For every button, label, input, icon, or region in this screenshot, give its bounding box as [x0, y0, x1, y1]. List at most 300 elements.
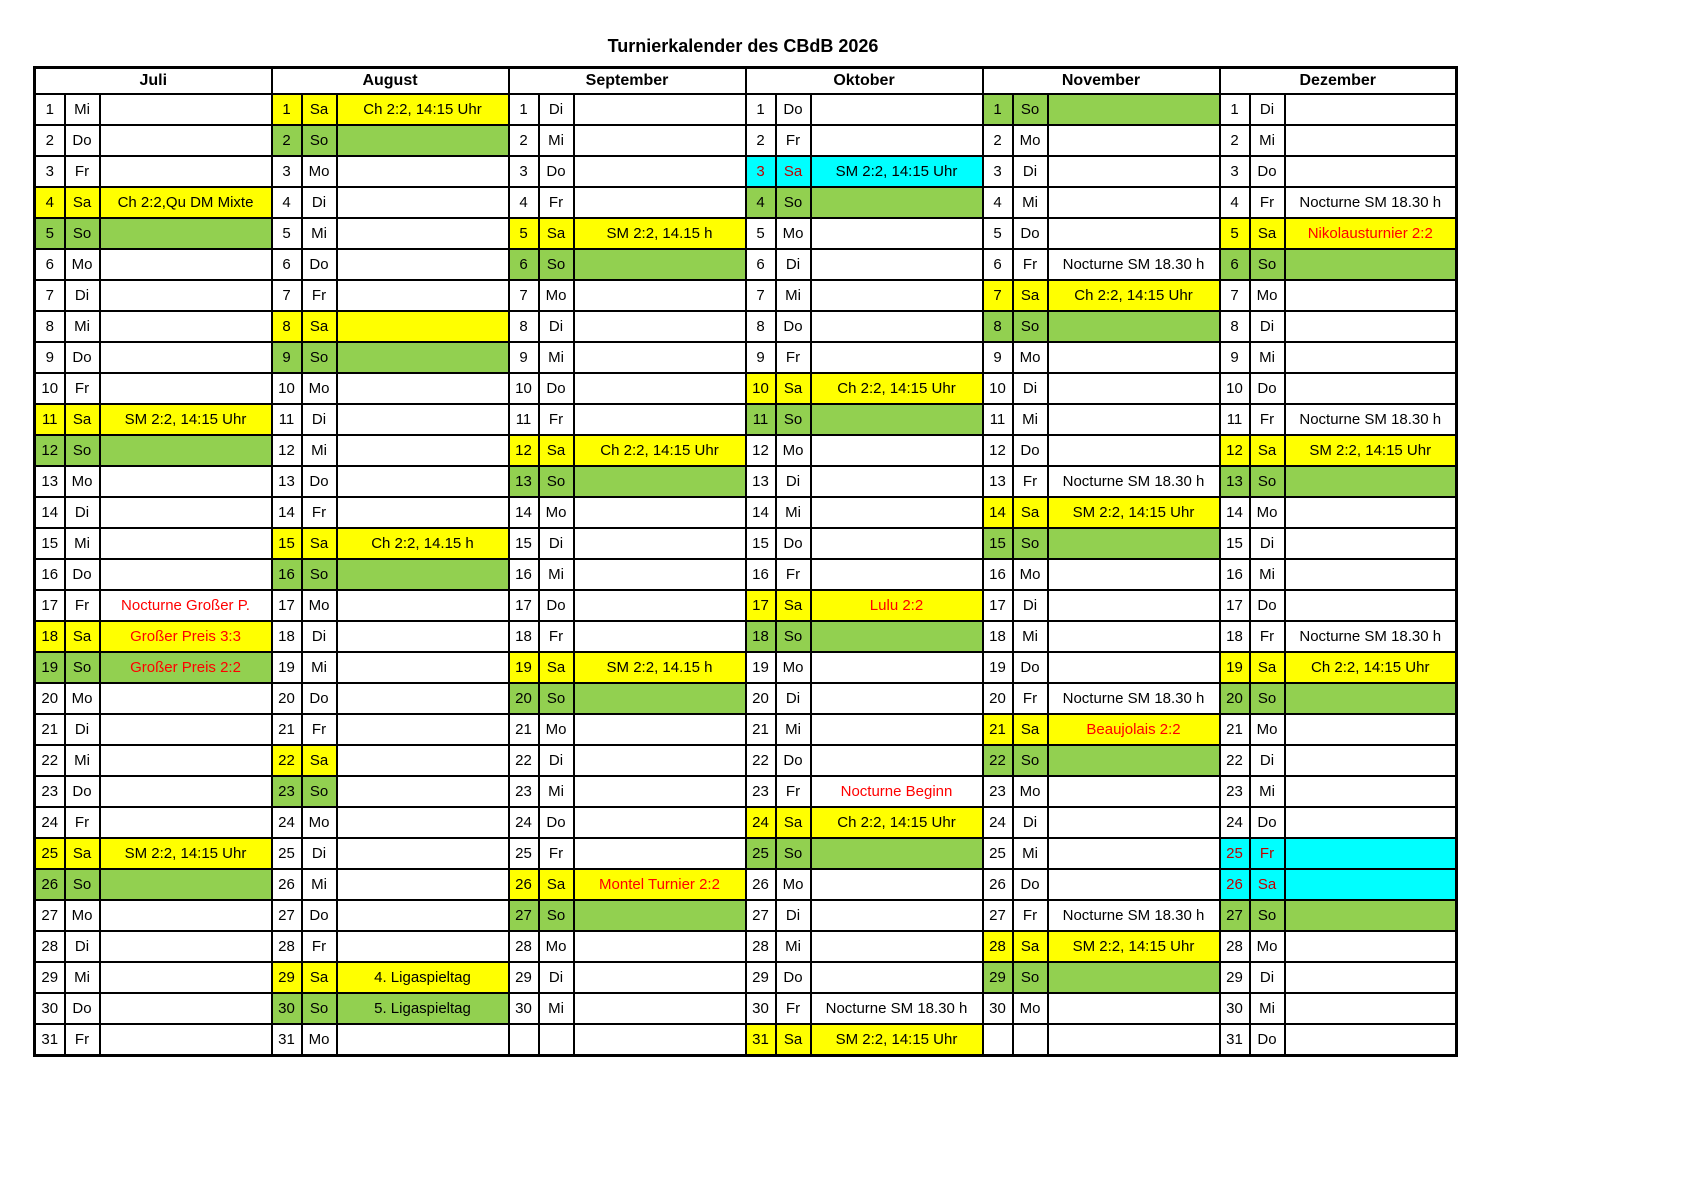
- event-cell: Nocturne SM 18.30 h: [1285, 621, 1457, 652]
- weekday-cell: Fr: [1250, 404, 1285, 435]
- weekday-cell: Mi: [302, 435, 337, 466]
- day-number-cell: 17: [272, 590, 302, 621]
- month-header-november: November: [983, 68, 1220, 95]
- event-cell: [811, 652, 983, 683]
- weekday-cell: Do: [1250, 1024, 1285, 1056]
- weekday-cell: Mo: [302, 373, 337, 404]
- weekday-cell: Mi: [302, 869, 337, 900]
- weekday-cell: Do: [302, 249, 337, 280]
- weekday-cell: Sa: [539, 869, 574, 900]
- day-number-cell: 11: [272, 404, 302, 435]
- day-number-cell: 9: [35, 342, 65, 373]
- event-cell: [100, 497, 272, 528]
- calendar-row-31: [35, 1024, 1457, 1056]
- event-cell: [100, 218, 272, 249]
- event-cell: Nocturne Beginn: [811, 776, 983, 807]
- day-number-cell: 30: [1220, 993, 1250, 1024]
- event-cell: [337, 404, 509, 435]
- day-number-cell: 9: [272, 342, 302, 373]
- weekday-cell: Di: [776, 900, 811, 931]
- day-number-cell: 8: [983, 311, 1013, 342]
- weekday-cell: Di: [65, 280, 100, 311]
- event-cell: Großer Preis 3:3: [100, 621, 272, 652]
- day-number-cell: 15: [509, 528, 539, 559]
- day-number-cell: 21: [1220, 714, 1250, 745]
- event-cell: [337, 714, 509, 745]
- weekday-cell: Do: [539, 590, 574, 621]
- event-cell: [100, 373, 272, 404]
- event-cell: [1285, 373, 1457, 404]
- day-number-cell: 17: [509, 590, 539, 621]
- calendar-row-5: [35, 218, 1457, 249]
- weekday-cell: So: [65, 652, 100, 683]
- weekday-cell: Mi: [302, 652, 337, 683]
- weekday-cell: Fr: [302, 931, 337, 962]
- day-number-cell: 28: [983, 931, 1013, 962]
- weekday-cell: Fr: [65, 373, 100, 404]
- event-cell: [1285, 342, 1457, 373]
- weekday-cell: Do: [65, 559, 100, 590]
- event-cell: [1285, 683, 1457, 714]
- weekday-cell: Mo: [1250, 931, 1285, 962]
- day-number-cell: 7: [35, 280, 65, 311]
- day-number-cell: 5: [746, 218, 776, 249]
- day-number-cell: 19: [983, 652, 1013, 683]
- calendar-row-29: [35, 962, 1457, 993]
- day-number-cell: 15: [746, 528, 776, 559]
- day-number-cell: 7: [509, 280, 539, 311]
- weekday-cell: Mi: [65, 962, 100, 993]
- day-number-cell: 27: [983, 900, 1013, 931]
- event-cell: [1048, 559, 1220, 590]
- day-number-cell: 29: [746, 962, 776, 993]
- day-number-cell: 2: [509, 125, 539, 156]
- weekday-cell: Do: [776, 528, 811, 559]
- day-number-cell: 8: [35, 311, 65, 342]
- day-number-cell: 20: [983, 683, 1013, 714]
- weekday-cell: So: [1250, 900, 1285, 931]
- event-cell: [1048, 621, 1220, 652]
- event-cell: [337, 280, 509, 311]
- event-cell: [1285, 838, 1457, 869]
- event-cell: [100, 94, 272, 125]
- weekday-cell: Di: [776, 683, 811, 714]
- event-cell: [337, 807, 509, 838]
- day-number-cell: 26: [509, 869, 539, 900]
- weekday-cell: Fr: [1250, 187, 1285, 218]
- weekday-cell: Do: [539, 156, 574, 187]
- weekday-cell: Sa: [1013, 931, 1048, 962]
- weekday-cell: Do: [1250, 156, 1285, 187]
- weekday-cell: Sa: [1250, 218, 1285, 249]
- day-number-cell: 12: [35, 435, 65, 466]
- day-number-cell: 24: [35, 807, 65, 838]
- weekday-cell: Mo: [65, 900, 100, 931]
- day-number-cell: 27: [746, 900, 776, 931]
- month-header-september: September: [509, 68, 746, 95]
- day-number-cell: 21: [509, 714, 539, 745]
- weekday-cell: Sa: [1013, 280, 1048, 311]
- day-number-cell: 18: [35, 621, 65, 652]
- weekday-cell: So: [302, 993, 337, 1024]
- weekday-cell: Mi: [1250, 776, 1285, 807]
- event-cell: [1048, 528, 1220, 559]
- weekday-cell: Do: [65, 342, 100, 373]
- day-number-cell: 1: [35, 94, 65, 125]
- weekday-cell: Di: [539, 962, 574, 993]
- event-cell: SM 2:2, 14:15 Uhr: [100, 404, 272, 435]
- weekday-cell: Do: [65, 993, 100, 1024]
- event-cell: [1048, 652, 1220, 683]
- weekday-cell: Fr: [776, 125, 811, 156]
- day-number-cell: 2: [35, 125, 65, 156]
- day-number-cell: 5: [272, 218, 302, 249]
- day-number-cell: 26: [1220, 869, 1250, 900]
- weekday-cell: So: [539, 900, 574, 931]
- event-cell: [100, 683, 272, 714]
- weekday-cell: Sa: [1250, 652, 1285, 683]
- weekday-cell: So: [1013, 311, 1048, 342]
- weekday-cell: So: [1250, 466, 1285, 497]
- weekday-cell: Di: [302, 621, 337, 652]
- weekday-cell: Sa: [539, 652, 574, 683]
- weekday-cell: Mo: [65, 249, 100, 280]
- weekday-cell: Mi: [1013, 187, 1048, 218]
- event-cell: [337, 590, 509, 621]
- weekday-cell: Mo: [302, 807, 337, 838]
- event-cell: Montel Turnier 2:2: [574, 869, 746, 900]
- calendar-row-26: [35, 869, 1457, 900]
- weekday-cell: So: [1013, 528, 1048, 559]
- weekday-cell: Mo: [539, 280, 574, 311]
- event-cell: [337, 900, 509, 931]
- event-cell: [574, 187, 746, 218]
- calendar-row-1: [35, 94, 1457, 125]
- day-number-cell: 2: [272, 125, 302, 156]
- event-cell: [1285, 559, 1457, 590]
- day-number-cell: 14: [983, 497, 1013, 528]
- event-cell: [100, 466, 272, 497]
- day-number-cell: 22: [509, 745, 539, 776]
- weekday-cell: Fr: [776, 342, 811, 373]
- day-number-cell: 19: [509, 652, 539, 683]
- weekday-cell: Mo: [65, 683, 100, 714]
- day-number-cell: 11: [983, 404, 1013, 435]
- event-cell: [337, 869, 509, 900]
- event-cell: [100, 869, 272, 900]
- event-cell: [1285, 745, 1457, 776]
- day-number-cell: 2: [746, 125, 776, 156]
- calendar-row-17: [35, 590, 1457, 621]
- day-number-cell: 29: [272, 962, 302, 993]
- weekday-cell: Do: [1013, 218, 1048, 249]
- event-cell: [337, 745, 509, 776]
- weekday-cell: Do: [776, 745, 811, 776]
- event-cell: Nikolausturnier 2:2: [1285, 218, 1457, 249]
- event-cell: [574, 497, 746, 528]
- event-cell: [574, 373, 746, 404]
- day-number-cell: [983, 1024, 1013, 1056]
- weekday-cell: Fr: [302, 714, 337, 745]
- event-cell: [574, 156, 746, 187]
- event-cell: [574, 590, 746, 621]
- weekday-cell: Fr: [539, 404, 574, 435]
- day-number-cell: 17: [746, 590, 776, 621]
- weekday-cell: Fr: [1013, 900, 1048, 931]
- event-cell: [1285, 528, 1457, 559]
- weekday-cell: Sa: [776, 373, 811, 404]
- day-number-cell: 16: [35, 559, 65, 590]
- weekday-cell: Mo: [65, 466, 100, 497]
- event-cell: [1285, 993, 1457, 1024]
- weekday-cell: Mi: [1250, 125, 1285, 156]
- event-cell: [337, 466, 509, 497]
- day-number-cell: 28: [35, 931, 65, 962]
- day-number-cell: 18: [272, 621, 302, 652]
- event-cell: [100, 280, 272, 311]
- month-header-oktober: Oktober: [746, 68, 983, 95]
- weekday-cell: Mo: [776, 435, 811, 466]
- day-number-cell: 8: [746, 311, 776, 342]
- event-cell: [811, 683, 983, 714]
- day-number-cell: 4: [509, 187, 539, 218]
- event-cell: [1048, 962, 1220, 993]
- event-cell: [337, 683, 509, 714]
- weekday-cell: Sa: [65, 187, 100, 218]
- weekday-cell: Sa: [65, 404, 100, 435]
- weekday-cell: Di: [65, 714, 100, 745]
- event-cell: [574, 807, 746, 838]
- month-header-august: August: [272, 68, 509, 95]
- weekday-cell: Do: [539, 807, 574, 838]
- weekday-cell: Sa: [1013, 714, 1048, 745]
- calendar-row-28: [35, 931, 1457, 962]
- event-cell: [337, 931, 509, 962]
- day-number-cell: 16: [1220, 559, 1250, 590]
- day-number-cell: 18: [1220, 621, 1250, 652]
- event-cell: [100, 342, 272, 373]
- day-number-cell: 6: [272, 249, 302, 280]
- weekday-cell: Mo: [1250, 497, 1285, 528]
- event-cell: SM 2:2, 14:15 Uhr: [1048, 931, 1220, 962]
- event-cell: SM 2:2, 14:15 Uhr: [1285, 435, 1457, 466]
- event-cell: [100, 714, 272, 745]
- weekday-cell: So: [302, 342, 337, 373]
- day-number-cell: 23: [1220, 776, 1250, 807]
- event-cell: [337, 435, 509, 466]
- event-cell: [811, 94, 983, 125]
- weekday-cell: Mo: [1250, 714, 1285, 745]
- day-number-cell: 4: [1220, 187, 1250, 218]
- event-cell: [1048, 342, 1220, 373]
- event-cell: [100, 249, 272, 280]
- weekday-cell: Di: [65, 931, 100, 962]
- weekday-cell: Di: [1250, 962, 1285, 993]
- day-number-cell: 12: [509, 435, 539, 466]
- day-number-cell: 24: [746, 807, 776, 838]
- event-cell: [574, 993, 746, 1024]
- event-cell: Großer Preis 2:2: [100, 652, 272, 683]
- day-number-cell: 26: [272, 869, 302, 900]
- day-number-cell: 6: [509, 249, 539, 280]
- day-number-cell: 22: [983, 745, 1013, 776]
- event-cell: [1048, 94, 1220, 125]
- weekday-cell: Fr: [302, 280, 337, 311]
- day-number-cell: 4: [35, 187, 65, 218]
- day-number-cell: 19: [272, 652, 302, 683]
- weekday-cell: Fr: [65, 590, 100, 621]
- day-number-cell: 27: [1220, 900, 1250, 931]
- event-cell: [574, 559, 746, 590]
- event-cell: [337, 125, 509, 156]
- day-number-cell: 24: [983, 807, 1013, 838]
- day-number-cell: 29: [509, 962, 539, 993]
- day-number-cell: 13: [509, 466, 539, 497]
- weekday-cell: Sa: [1250, 869, 1285, 900]
- day-number-cell: 11: [1220, 404, 1250, 435]
- day-number-cell: 17: [983, 590, 1013, 621]
- weekday-cell: Mo: [539, 497, 574, 528]
- day-number-cell: 18: [509, 621, 539, 652]
- event-cell: Nocturne Großer P.: [100, 590, 272, 621]
- event-cell: [811, 466, 983, 497]
- weekday-cell: Do: [776, 962, 811, 993]
- day-number-cell: 26: [746, 869, 776, 900]
- calendar-row-3: [35, 156, 1457, 187]
- day-number-cell: 7: [983, 280, 1013, 311]
- event-cell: [1285, 900, 1457, 931]
- weekday-cell: Do: [302, 466, 337, 497]
- event-cell: [811, 962, 983, 993]
- weekday-cell: Do: [65, 125, 100, 156]
- day-number-cell: 20: [35, 683, 65, 714]
- event-cell: SM 2:2, 14:15 Uhr: [1048, 497, 1220, 528]
- event-cell: 4. Ligaspieltag: [337, 962, 509, 993]
- event-cell: [574, 931, 746, 962]
- calendar-row-27: [35, 900, 1457, 931]
- day-number-cell: 26: [35, 869, 65, 900]
- weekday-cell: Di: [1250, 528, 1285, 559]
- event-cell: [1285, 311, 1457, 342]
- event-cell: [574, 125, 746, 156]
- weekday-cell: Mo: [776, 218, 811, 249]
- event-cell: [1285, 714, 1457, 745]
- weekday-cell: [539, 1024, 574, 1056]
- day-number-cell: 25: [746, 838, 776, 869]
- day-number-cell: 10: [272, 373, 302, 404]
- event-cell: Nocturne SM 18.30 h: [1285, 187, 1457, 218]
- day-number-cell: 21: [272, 714, 302, 745]
- weekday-cell: Mo: [776, 652, 811, 683]
- day-number-cell: 30: [35, 993, 65, 1024]
- calendar-row-22: [35, 745, 1457, 776]
- day-number-cell: 7: [746, 280, 776, 311]
- weekday-cell: Mo: [1013, 776, 1048, 807]
- event-cell: [1285, 94, 1457, 125]
- weekday-cell: Fr: [65, 807, 100, 838]
- event-cell: Ch 2:2, 14:15 Uhr: [574, 435, 746, 466]
- weekday-cell: Mi: [539, 125, 574, 156]
- calendar-row-15: [35, 528, 1457, 559]
- event-cell: [100, 900, 272, 931]
- weekday-cell: So: [1250, 249, 1285, 280]
- day-number-cell: 20: [1220, 683, 1250, 714]
- event-cell: Nocturne SM 18.30 h: [811, 993, 983, 1024]
- weekday-cell: So: [1013, 94, 1048, 125]
- event-cell: [1285, 962, 1457, 993]
- weekday-cell: Mi: [65, 94, 100, 125]
- weekday-cell: Mo: [1250, 280, 1285, 311]
- weekday-cell: Fr: [539, 838, 574, 869]
- weekday-cell: Mi: [539, 342, 574, 373]
- event-cell: [100, 156, 272, 187]
- weekday-cell: Fr: [539, 187, 574, 218]
- day-number-cell: 8: [272, 311, 302, 342]
- weekday-cell: Sa: [1250, 435, 1285, 466]
- day-number-cell: 19: [35, 652, 65, 683]
- event-cell: Ch 2:2,Qu DM Mixte: [100, 187, 272, 218]
- weekday-cell: Mo: [539, 714, 574, 745]
- weekday-cell: Sa: [65, 838, 100, 869]
- day-number-cell: 27: [272, 900, 302, 931]
- weekday-cell: Sa: [776, 807, 811, 838]
- event-cell: [337, 621, 509, 652]
- calendar-row-12: [35, 435, 1457, 466]
- weekday-cell: Do: [65, 776, 100, 807]
- event-cell: SM 2:2, 14.15 h: [574, 652, 746, 683]
- event-cell: Nocturne SM 18.30 h: [1048, 900, 1220, 931]
- day-number-cell: 16: [272, 559, 302, 590]
- day-number-cell: 22: [1220, 745, 1250, 776]
- weekday-cell: Fr: [776, 559, 811, 590]
- calendar-row-4: [35, 187, 1457, 218]
- weekday-cell: Fr: [1250, 838, 1285, 869]
- event-cell: [1285, 497, 1457, 528]
- weekday-cell: Fr: [776, 993, 811, 1024]
- weekday-cell: Sa: [539, 435, 574, 466]
- weekday-cell: Di: [776, 249, 811, 280]
- event-cell: [100, 745, 272, 776]
- day-number-cell: 9: [1220, 342, 1250, 373]
- weekday-cell: Mi: [1013, 838, 1048, 869]
- day-number-cell: 7: [272, 280, 302, 311]
- day-number-cell: 5: [983, 218, 1013, 249]
- day-number-cell: 19: [1220, 652, 1250, 683]
- event-cell: Ch 2:2, 14.15 h: [337, 528, 509, 559]
- day-number-cell: 31: [1220, 1024, 1250, 1056]
- weekday-cell: Do: [1013, 435, 1048, 466]
- day-number-cell: 23: [509, 776, 539, 807]
- day-number-cell: 23: [746, 776, 776, 807]
- weekday-cell: [1013, 1024, 1048, 1056]
- event-cell: [1048, 311, 1220, 342]
- day-number-cell: 15: [1220, 528, 1250, 559]
- day-number-cell: 25: [272, 838, 302, 869]
- weekday-cell: Di: [302, 404, 337, 435]
- weekday-cell: Mi: [776, 280, 811, 311]
- weekday-cell: Di: [1250, 745, 1285, 776]
- day-number-cell: 17: [35, 590, 65, 621]
- weekday-cell: Mo: [302, 590, 337, 621]
- day-number-cell: 6: [1220, 249, 1250, 280]
- day-number-cell: 20: [509, 683, 539, 714]
- event-cell: [337, 156, 509, 187]
- weekday-cell: Do: [302, 683, 337, 714]
- weekday-cell: Do: [776, 94, 811, 125]
- weekday-cell: Di: [1013, 807, 1048, 838]
- day-number-cell: 3: [746, 156, 776, 187]
- weekday-cell: Mi: [776, 497, 811, 528]
